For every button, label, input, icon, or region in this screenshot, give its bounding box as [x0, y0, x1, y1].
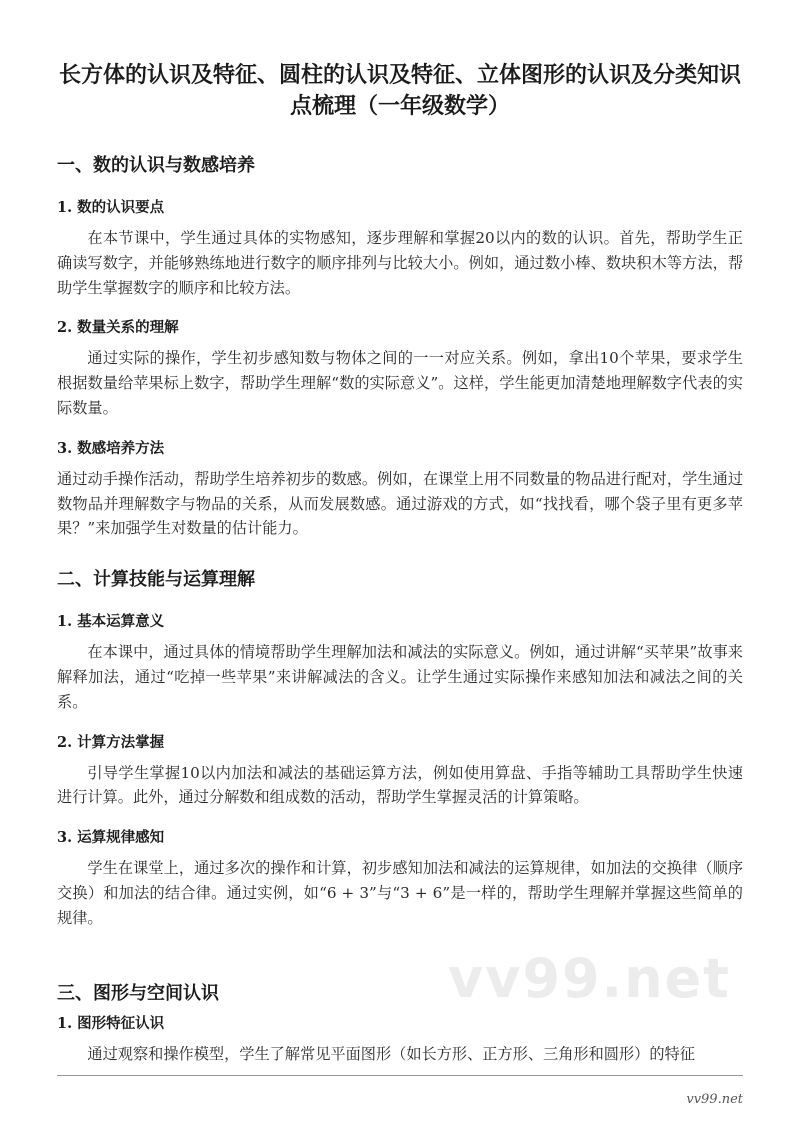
paragraph: 学生在课堂上，通过多次的操作和计算，初步感知加法和减法的运算规律，如加法的交换律（顺序交换）和加法的结合律。通过实例，如“6 + 3”与“3 + 6”是一样的，帮助学生理解并掌握这些简单的规律。 [57, 859, 743, 927]
subsection-heading: 1. 数的认识要点 [57, 199, 165, 216]
footer-divider [57, 1075, 743, 1076]
section-heading: 二、计算技能与运算理解 [57, 569, 255, 591]
document-page [57, 0, 743, 1066]
subsection-heading: 2. 数量关系的理解 [57, 319, 179, 337]
watermark: vv99.net [448, 946, 731, 1010]
subsection-heading: 3. 运算规律感知 [57, 829, 165, 847]
section-heading: 三、图形与空间认识 [57, 982, 219, 1004]
subsection-heading: 2. 计算方法掌握 [57, 733, 165, 751]
section-heading-row [57, 946, 743, 1010]
paragraph: 引导学生掌握10以内加法和减法的基础运算方法，例如使用算盘、手指等辅助工具帮助学生快速进行计算。此外，通过分解数和组成数的活动，帮助学生掌握灵活的计算策略。 [57, 763, 743, 807]
section-heading: 一、数的认识与数感培养 [57, 155, 255, 176]
footer-site-label: vv99.net [686, 1092, 743, 1107]
subsection-heading: 1. 图形特征认识 [57, 1014, 165, 1032]
paragraph: 通过观察和操作模型，学生了解常见平面图形（如长方形、正方形、三角形和圆形）的特征 [87, 1044, 695, 1063]
paragraph: 在本节课中，学生通过具体的实物感知，逐步理解和掌握20以内的数的认识。首先，帮助学生正确读写数字，并能够熟练地进行数字的顺序排列与比较大小。例如，通过数小棒、数块积木等方法，帮助学生掌握数字的顺序和比较方法。 [57, 229, 743, 297]
subsection-heading: 3. 数感培养方法 [57, 439, 165, 457]
paragraph: 通过实际的操作，学生初步感知数与物体之间的一一对应关系。例如，拿出10个苹果，要求学生根据数量给苹果标上数字，帮助学生理解“数的实际意义”。这样，学生能更加清楚地理解数字代表的实际数量。 [57, 349, 743, 417]
paragraph: 在本课中，通过具体的情境帮助学生理解加法和减法的实际意义。例如，通过讲解“买苹果”故事来解释加法，通过“吃掉一些苹果”来讲解减法的含义。让学生通过实际操作来感知加法和减法之间的关系。 [57, 643, 743, 711]
document-title: 长方体的认识及特征、圆柱的认识及特征、立体图形的认识及分类知识点梳理（一年级数学） [58, 62, 741, 119]
subsection-heading: 1. 基本运算意义 [57, 613, 165, 631]
paragraph: 通过动手操作活动，帮助学生培养初步的数感。例如，在课堂上用不同数量的物品进行配对，学生通过数物品并理解数字与物品的关系，从而发展数感。通过游戏的方式，如“找找看，哪个袋子里有更多苹果？”来加强学生对数量的估计能力。 [57, 469, 743, 538]
